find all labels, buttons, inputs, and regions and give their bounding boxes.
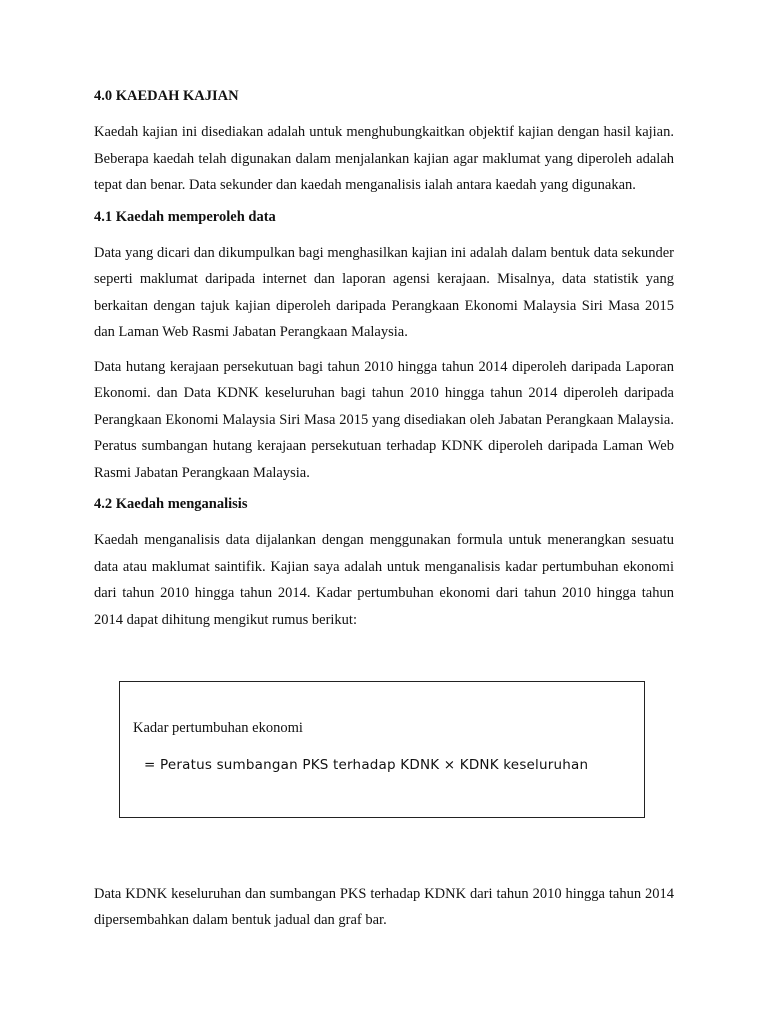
formula-expression: = Peratus sumbangan PKS terhadap KDNK × KDNK keseluruhan	[144, 757, 589, 773]
closing-paragraph: Data KDNK keseluruhan dan sumbangan PKS terhadap KDNK dari tahun 2010 hingga tahun 2014 dipersembahkan dalam bentuk jadual dan graf bar.	[94, 885, 674, 928]
section-4-2-heading: 4.2 Kaedah menganalisis	[94, 496, 248, 512]
section-4-0-heading: 4.0 KAEDAH KAJIAN	[94, 88, 239, 104]
section-4-1-heading: 4.1 Kaedah memperoleh data	[94, 208, 276, 225]
section-4-0-paragraph: Kaedah kajian ini disediakan adalah untuk menghubungkaitkan objektif kajian dengan hasil kajian. Beberapa kaedah telah digunakan dalam menjalankan kajian agar maklumat yang diperoleh adalah tepat dan benar. Data sekunder dan kaedah menganalisis ialah antara kaedah yang digunakan.	[94, 124, 674, 193]
formula-box	[119, 681, 645, 818]
section-4-1-paragraph-1: Data yang dicari dan dikumpulkan bagi menghasilkan kajian ini adalah dalam bentuk data sekunder seperti maklumat daripada internet dan laporan agensi kerajaan. Misalnya, data statistik yang berkaitan dengan tajuk kajian diperoleh daripada Perangkaan Ekonomi Malaysia Siri Masa 2015 dan Laman Web Rasmi Jabatan Perangkaan Malaysia.	[94, 244, 674, 340]
section-4-1-paragraph-2: Data hutang kerajaan persekutuan bagi tahun 2010 hingga tahun 2014 diperoleh daripada Laporan Ekonomi. dan Data KDNK keseluruhan bagi tahun 2010 hingga tahun 2014 diperoleh daripada Perangkaan Ekonomi Malaysia Siri Masa 2015 yang disediakan oleh Jabatan Perangkaan Malaysia. Peratus sumbangan hutang kerajaan persekutuan terhadap KDNK diperoleh daripada Laman Web Rasmi Jabatan Perangkaan Malaysia.	[94, 358, 674, 481]
section-4-2-paragraph: Kaedah menganalisis data dijalankan dengan menggunakan formula untuk menerangkan sesuatu data atau maklumat saintifik. Kajian saya adalah untuk menganalisis kadar pertumbuhan ekonomi dari tahun 2010 hingga tahun 2014. Kadar pertumbuhan ekonomi dari tahun 2010 hingga tahun 2014 dapat dihitung mengikut rumus berikut:	[94, 532, 674, 628]
document-body	[94, 86, 674, 641]
formula-label: Kadar pertumbuhan ekonomi	[133, 720, 303, 736]
